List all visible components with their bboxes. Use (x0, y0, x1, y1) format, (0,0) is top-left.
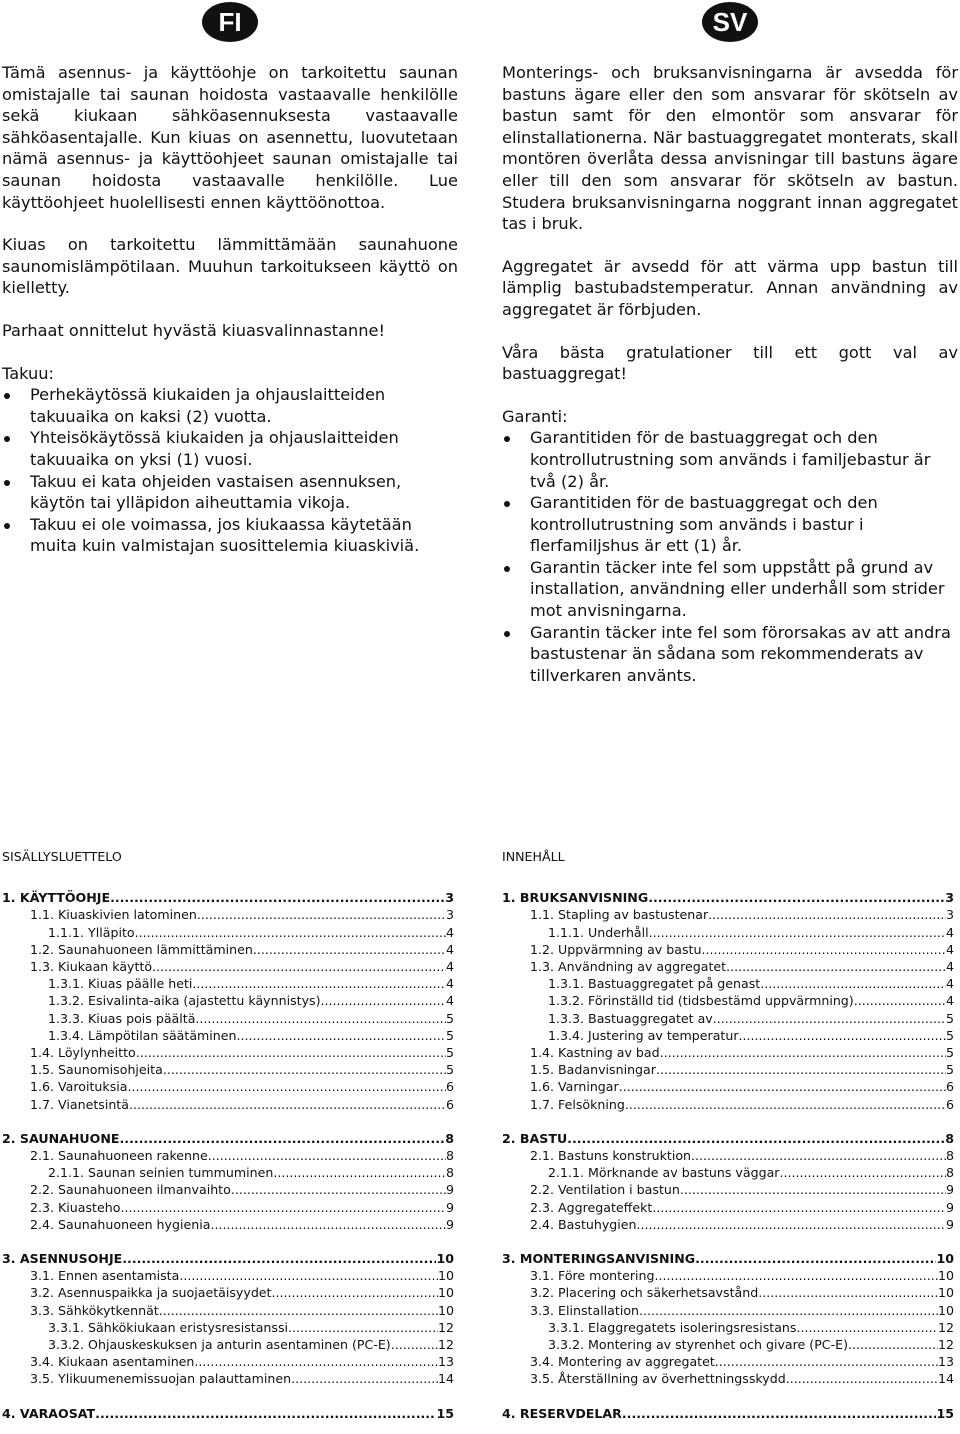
sv-warranty-item: Garantin täcker inte fel som förorsakas av att andra bastustenar än sådana som rekommenderats av tillverkaren använts. (502, 622, 958, 687)
toc-entry (2, 1181, 454, 1198)
toc-entry (2, 1061, 454, 1078)
toc-dot-leader (197, 906, 446, 923)
toc-dot-leader (135, 924, 446, 941)
toc-page-number: 10 (437, 1268, 454, 1284)
toc-entry-title: 3.3. Elinstallation (530, 1302, 640, 1318)
toc-dot-leader (321, 992, 446, 1009)
toc-page-number: 8 (445, 1148, 454, 1164)
toc-entry (2, 1044, 454, 1061)
toc-dot-leader (110, 889, 445, 906)
toc-page-number: 4 (945, 993, 954, 1009)
toc-entry-title: 3.2. Placering och säkerhetsavstånd (530, 1285, 759, 1301)
toc-dot-leader (291, 1370, 438, 1387)
toc-entry-title: 2.3. Aggregateffekt (530, 1199, 653, 1215)
sv-table-of-contents (502, 848, 954, 1422)
toc-entry (2, 1216, 454, 1233)
toc-entry-title: 3.4. Kiukaan asentaminen (30, 1354, 195, 1370)
language-badge-sv: SV (702, 2, 758, 42)
toc-entry (502, 1061, 954, 1078)
toc-entry-title: 4. RESERVDELAR (502, 1405, 622, 1421)
toc-entry-title: 3.2. Asennuspaikka ja suojaetäisyydet (30, 1285, 272, 1301)
toc-entry (502, 1267, 954, 1284)
toc-dot-leader (649, 924, 946, 941)
toc-entry-title: 3.5. Återställning av överhettningsskydd (530, 1371, 786, 1387)
toc-page-number: 5 (945, 1010, 954, 1026)
toc-page-number: 8 (945, 1165, 954, 1181)
toc-entry (502, 1181, 954, 1198)
toc-entry-title: 3.1. Ennen asentamista (30, 1268, 180, 1284)
toc-dot-leader (237, 1027, 446, 1044)
toc-page-number: 5 (445, 1010, 454, 1026)
toc-entry-title: 1.4. Kastning av bad (530, 1045, 660, 1061)
toc-entry-title: 2.2. Saunahuoneen ilmanvaihto (30, 1182, 231, 1198)
toc-dot-leader (192, 975, 446, 992)
toc-page-number: 5 (445, 1027, 454, 1043)
toc-entry (2, 1027, 454, 1044)
toc-dot-leader (120, 1130, 446, 1147)
toc-entry-title: 2.2. Ventilation i bastun (530, 1182, 680, 1198)
toc-dot-leader (639, 1302, 938, 1319)
fi-warranty-item: Perhekäytössä kiukaiden ja ohjauslaitteiden takuuaika on kaksi (2) vuotta. (2, 384, 458, 427)
toc-entry (502, 958, 954, 975)
toc-page-number: 13 (937, 1354, 954, 1370)
toc-dot-leader (288, 1319, 438, 1336)
toc-page-number: 8 (445, 1165, 454, 1181)
toc-page-number: 8 (945, 1130, 954, 1146)
toc-dot-leader (708, 906, 946, 923)
toc-entry-title: 3.4. Montering av aggregatet (530, 1354, 715, 1370)
toc-page-number: 10 (937, 1268, 954, 1284)
toc-entry-title: 1.6. Varningar (530, 1079, 619, 1095)
sv-warranty-label: Garanti: (502, 406, 568, 426)
toc-page-number: 15 (936, 1405, 954, 1421)
toc-dot-leader (120, 1199, 446, 1216)
toc-page-number: 3 (945, 907, 954, 923)
toc-entry-title: 3.1. Före montering (530, 1268, 655, 1284)
toc-dot-leader (701, 941, 946, 958)
toc-dot-leader (760, 975, 946, 992)
toc-page-number: 6 (945, 1096, 954, 1112)
toc-entry-title: 2.1. Saunahuoneen rakenne (30, 1148, 208, 1164)
toc-entry (2, 924, 454, 941)
toc-entry-title: 3.3. Sähkökytkennät (30, 1302, 159, 1318)
toc-entry (502, 1302, 954, 1319)
toc-page-number: 12 (437, 1319, 454, 1335)
toc-dot-leader (195, 1010, 446, 1027)
toc-page-number: 10 (937, 1302, 954, 1318)
toc-dot-leader (726, 958, 946, 975)
toc-page-number: 4 (945, 941, 954, 957)
toc-dot-leader (163, 1061, 446, 1078)
toc-page-number: 10 (437, 1285, 454, 1301)
toc-entry (502, 1164, 954, 1181)
toc-entry (2, 906, 454, 923)
toc-page-number: 9 (945, 1216, 954, 1232)
toc-entry-title: 1. KÄYTTÖOHJE (2, 890, 111, 906)
toc-page-number: 9 (445, 1199, 454, 1215)
toc-dot-leader (179, 1267, 438, 1284)
toc-page-number: 6 (445, 1079, 454, 1095)
toc-page-number: 4 (945, 924, 954, 940)
toc-entry (2, 1250, 454, 1267)
toc-dot-leader (695, 1250, 936, 1267)
toc-dot-leader (848, 1336, 938, 1353)
toc-entry-title: 1.1.1. Underhåll (548, 924, 649, 940)
toc-entry (2, 941, 454, 958)
toc-entry (2, 1199, 454, 1216)
fi-warranty-item: Yhteisökäytössä kiukaiden ja ohjauslaitteiden takuuaika on yksi (1) vuosi. (2, 427, 458, 470)
toc-page-number: 5 (945, 1045, 954, 1061)
toc-entry (2, 1164, 454, 1181)
toc-dot-leader (208, 1147, 446, 1164)
toc-dot-leader (622, 1405, 937, 1422)
fi-intro: Tämä asennus- ja käyttöohje on tarkoitettu saunan omistajalle tai saunan hoidosta vastaavalle henkilölle sekä kiukaan sähköasennuksesta vastaavalle sähköasentajalle. Kun kiuas on asennettu, luovutetaan nämä asennus- ja käyttöohjeet saunan omistajalle tai saunan hoidosta vastaavalle henkilölle. Lue käyttöohjeet huolellisesti ennen käyttöönottoa. (2, 63, 458, 212)
toc-entry (2, 1353, 454, 1370)
toc-dot-leader (567, 1130, 945, 1147)
toc-page-number: 14 (437, 1371, 454, 1387)
toc-entry-title: 1.3.1. Kiuas päälle heti (48, 976, 193, 992)
toc-entry-title: 3. MONTERINGSANVISNING (502, 1251, 696, 1267)
toc-dot-leader (786, 1370, 938, 1387)
toc-entry (502, 1199, 954, 1216)
toc-entry (502, 941, 954, 958)
toc-dot-leader (625, 1096, 946, 1113)
toc-dot-leader (660, 1044, 946, 1061)
toc-page-number: 4 (445, 993, 454, 1009)
toc-page-number: 8 (945, 1148, 954, 1164)
toc-entry-title: 1.3.2. Esivalinta-aika (ajastettu käynnistys) (48, 993, 321, 1009)
toc-entry (2, 1405, 454, 1422)
toc-entry-title: 3.3.2. Montering av styrenhet och givare (PC-E) (548, 1337, 849, 1353)
sv-column (502, 62, 958, 686)
toc-entry (502, 1027, 954, 1044)
toc-entry (2, 1096, 454, 1113)
toc-entry-title: 2.4. Bastuhygien (530, 1216, 637, 1232)
toc-page-number: 5 (445, 1045, 454, 1061)
fi-toc-entries (2, 889, 454, 1422)
toc-page-number: 4 (445, 976, 454, 992)
toc-entry (502, 975, 954, 992)
toc-entry (502, 1130, 954, 1147)
toc-page-number: 3 (445, 890, 454, 906)
toc-entry-title: 1.3.4. Justering av temperatur (548, 1027, 739, 1043)
toc-entry-title: 2. BASTU (502, 1130, 568, 1146)
toc-entry (502, 1147, 954, 1164)
toc-page-number: 12 (937, 1319, 954, 1335)
toc-page-number: 5 (945, 1027, 954, 1043)
toc-entry-title: 1.3. Kiukaan käyttö (30, 959, 153, 975)
toc-dot-leader (194, 1353, 438, 1370)
toc-entry (502, 1216, 954, 1233)
toc-entry-title: 3.3.1. Sähkökiukaan eristysresistanssi (48, 1319, 289, 1335)
sv-congrats: Våra bästa gratulationer till ett gott val av bastuaggregat! (502, 342, 958, 384)
fi-purpose: Kiuas on tarkoitettu lämmittämään saunahuone saunomislämpötilaan. Muuhun tarkoitukseen käyttö on kielletty. (2, 235, 458, 298)
toc-entry-title: 1.7. Felsökning (530, 1096, 625, 1112)
toc-dot-leader (273, 1164, 446, 1181)
toc-entry-title: 1. BRUKSANVISNING (502, 890, 649, 906)
toc-entry-title: 3. ASENNUSOHJE (2, 1251, 123, 1267)
toc-entry (2, 1078, 454, 1095)
toc-page-number: 4 (945, 959, 954, 975)
toc-entry-title: 2.4. Saunahuoneen hygienia (30, 1216, 211, 1232)
toc-page-number: 15 (436, 1405, 454, 1421)
toc-entry (2, 1370, 454, 1387)
language-badge-fi: FI (202, 2, 258, 42)
toc-dot-leader (648, 889, 945, 906)
toc-entry-title: 1.4. Löylynheitto (30, 1045, 136, 1061)
toc-page-number: 9 (945, 1182, 954, 1198)
toc-page-number: 9 (445, 1182, 454, 1198)
fi-table-of-contents (2, 848, 454, 1422)
toc-entry-title: 2.1. Bastuns konstruktion (530, 1148, 692, 1164)
toc-entry (502, 1250, 954, 1267)
toc-entry (2, 1267, 454, 1284)
toc-dot-leader (619, 1078, 946, 1095)
toc-entry (502, 1370, 954, 1387)
toc-dot-leader (739, 1027, 946, 1044)
toc-entry-title: 1.1. Stapling av bastustenar (530, 907, 709, 923)
toc-entry (2, 1336, 454, 1353)
toc-entry (502, 1284, 954, 1301)
toc-entry-title: 1.3.2. Förinställd tid (tidsbestämd uppvärmning) (548, 993, 854, 1009)
toc-entry (502, 1078, 954, 1095)
toc-entry-title: 1.3.1. Bastuaggregatet på genast (548, 976, 761, 992)
toc-dot-leader (656, 1061, 946, 1078)
toc-entry (2, 1302, 454, 1319)
sv-warranty-item: Garantitiden för de bastuaggregat och den kontrollutrustning som används i familjebastur är två (2) år. (502, 427, 958, 492)
toc-dot-leader (231, 1181, 446, 1198)
toc-entry (2, 1010, 454, 1027)
toc-page-number: 8 (445, 1130, 454, 1146)
toc-page-number: 10 (936, 1251, 954, 1267)
toc-entry-title: 1.1.1. Ylläpito (48, 924, 135, 940)
toc-dot-leader (758, 1284, 938, 1301)
toc-dot-leader (854, 992, 946, 1009)
toc-dot-leader (680, 1181, 946, 1198)
sv-warranty-item: Garantin täcker inte fel som uppstått på grund av installation, användning eller underhåll som strider mot anvisningarna. (502, 557, 958, 622)
toc-entry (2, 1147, 454, 1164)
toc-dot-leader (159, 1302, 438, 1319)
fi-warranty-label: Takuu: (2, 363, 54, 383)
toc-entry (2, 1319, 454, 1336)
toc-dot-leader (127, 1078, 446, 1095)
toc-entry-title: 4. VARAOSAT (2, 1405, 96, 1421)
toc-page-number: 12 (437, 1337, 454, 1353)
toc-entry (502, 1096, 954, 1113)
toc-entry (2, 889, 454, 906)
toc-page-number: 9 (445, 1216, 454, 1232)
toc-page-number: 5 (945, 1062, 954, 1078)
toc-dot-leader (95, 1405, 436, 1422)
toc-page-number: 6 (945, 1079, 954, 1095)
toc-entry-title: 1.1. Kiuaskivien latominen (30, 907, 197, 923)
toc-dot-leader (136, 1044, 446, 1061)
sv-purpose: Aggregatet är avsedd för att värma upp bastun till lämplig bastubadstemperatur. Annan användning av aggregatet är förbjuden. (502, 256, 958, 319)
toc-entry-title: 3.5. Ylikuumenemissuojan palauttaminen (30, 1371, 292, 1387)
sv-warranty-list (502, 427, 958, 686)
toc-page-number: 12 (937, 1337, 954, 1353)
toc-entry (502, 992, 954, 1009)
toc-dot-leader (779, 1164, 946, 1181)
toc-entry-title: 1.3. Användning av aggregatet (530, 959, 727, 975)
toc-entry (502, 1336, 954, 1353)
toc-page-number: 4 (445, 924, 454, 940)
toc-entry-title: 1.5. Badanvisningar (530, 1062, 656, 1078)
toc-entry (502, 889, 954, 906)
fi-column (2, 62, 458, 557)
toc-entry-title: 2.1.1. Mörknande av bastuns väggar (548, 1165, 780, 1181)
toc-page-number: 4 (445, 941, 454, 957)
toc-entry (502, 1044, 954, 1061)
toc-dot-leader (210, 1216, 446, 1233)
fi-warranty-list (2, 384, 458, 557)
fi-warranty-item: Takuu ei kata ohjeiden vastaisen asennuksen, käytön tai ylläpidon aiheuttamia vikoja. (2, 471, 458, 514)
toc-dot-leader (654, 1267, 937, 1284)
fi-toc-title: SISÄLLYSLUETTELO (2, 849, 122, 864)
toc-page-number: 14 (937, 1371, 954, 1387)
toc-entry (502, 906, 954, 923)
sv-warranty-item: Garantitiden för de bastuaggregat och den kontrollutrustning som används i bastur i flerfamiljshus är ett (1) år. (502, 492, 958, 557)
sv-intro: Monterings- och bruksanvisningarna är avsedda för bastuns ägare eller den som ansvarar för skötseln av bastun samt för den elmontör som ansvarar för elinstallationerna. När bastuaggregatet monterats, skall montören överlåta dessa anvisningar till bastuns ägare eller till den som ansvarar för skötseln av bastun. Studera bruksanvisningarna noggrant innan aggregatet tas i bruk. (502, 63, 958, 234)
toc-entry (2, 1130, 454, 1147)
toc-entry-title: 2.1.1. Saunan seinien tummuminen (48, 1165, 274, 1181)
toc-entry-title: 1.6. Varoituksia (30, 1079, 128, 1095)
toc-dot-leader (253, 941, 446, 958)
sv-toc-title: INNEHÅLL (502, 849, 565, 864)
toc-page-number: 10 (937, 1285, 954, 1301)
toc-page-number: 4 (445, 959, 454, 975)
toc-dot-leader (272, 1284, 438, 1301)
toc-entry-title: 1.3.3. Bastuaggregatet av (548, 1010, 713, 1026)
toc-page-number: 3 (945, 890, 954, 906)
toc-entry-title: 3.3.2. Ohjauskeskuksen ja anturin asentaminen (PC-E) (48, 1337, 391, 1353)
toc-entry (2, 992, 454, 1009)
toc-entry (502, 1010, 954, 1027)
toc-entry-title: 1.7. Vianetsintä (30, 1096, 129, 1112)
toc-dot-leader (715, 1353, 938, 1370)
toc-entry-title: 1.5. Saunomisohjeita (30, 1062, 163, 1078)
toc-entry (502, 1319, 954, 1336)
toc-dot-leader (652, 1199, 946, 1216)
toc-dot-leader (691, 1147, 946, 1164)
toc-entry-title: 3.3.1. Elaggregatets isoleringsresistans (548, 1319, 797, 1335)
toc-page-number: 6 (445, 1096, 454, 1112)
toc-dot-leader (152, 958, 446, 975)
toc-entry (502, 1405, 954, 1422)
toc-entry (502, 924, 954, 941)
toc-page-number: 9 (945, 1199, 954, 1215)
toc-page-number: 10 (437, 1302, 454, 1318)
fi-congrats: Parhaat onnittelut hyvästä kiuasvalinnastanne! (2, 320, 386, 340)
toc-entry-title: 2.3. Kiuasteho (30, 1199, 121, 1215)
toc-dot-leader (122, 1250, 436, 1267)
toc-entry (2, 958, 454, 975)
toc-entry-title: 1.3.4. Lämpötilan säätäminen (48, 1027, 237, 1043)
toc-dot-leader (391, 1336, 438, 1353)
toc-dot-leader (713, 1010, 946, 1027)
toc-page-number: 3 (445, 907, 454, 923)
toc-dot-leader (796, 1319, 938, 1336)
toc-dot-leader (129, 1096, 446, 1113)
toc-entry-title: 1.2. Saunahuoneen lämmittäminen (30, 941, 253, 957)
toc-entry-title: 1.2. Uppvärmning av bastu (530, 941, 702, 957)
toc-entry-title: 2. SAUNAHUONE (2, 1130, 120, 1146)
toc-page-number: 4 (945, 976, 954, 992)
fi-warranty-item: Takuu ei ole voimassa, jos kiukaassa käytetään muita kuin valmistajan suosittelemia kiuaskiviä. (2, 514, 458, 557)
toc-page-number: 5 (445, 1062, 454, 1078)
toc-entry (2, 975, 454, 992)
sv-toc-entries (502, 889, 954, 1422)
toc-page-number: 10 (436, 1251, 454, 1267)
toc-page-number: 13 (437, 1354, 454, 1370)
toc-entry-title: 1.3.3. Kiuas pois päältä (48, 1010, 196, 1026)
toc-entry (502, 1353, 954, 1370)
toc-entry (2, 1284, 454, 1301)
toc-dot-leader (637, 1216, 946, 1233)
